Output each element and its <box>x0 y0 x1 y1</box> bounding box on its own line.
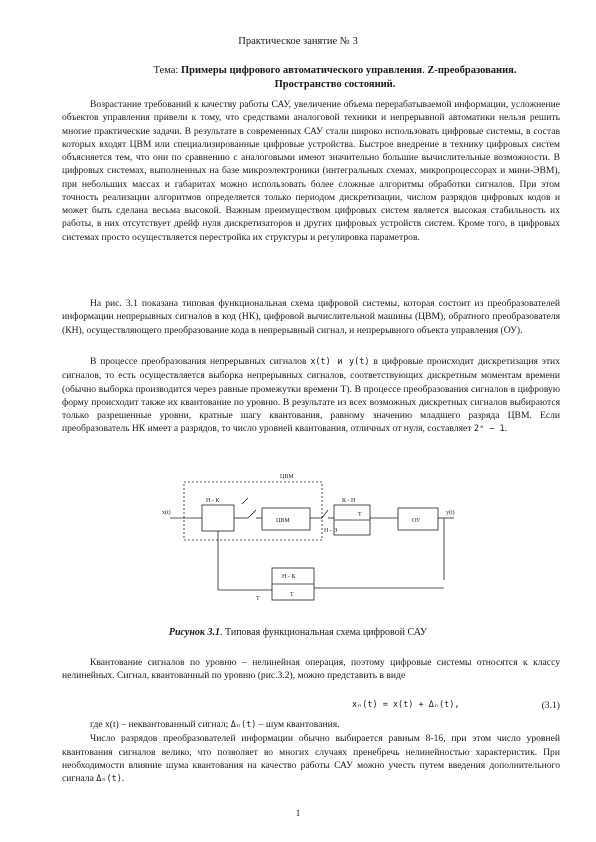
inline-math: 2ᵃ − 1 <box>473 424 505 435</box>
topic-prefix: Тема: <box>153 65 179 76</box>
topic-title-line2: Пространство состояний. <box>274 79 396 90</box>
diagram-label-y: y(t) <box>446 510 455 516</box>
diagram-label-kn-mid: Т <box>358 512 362 518</box>
diagram-label-x: x(t) <box>162 510 171 516</box>
paragraph-text: Возрастание требований к качеству работы САУ, увеличение объема перерабатываемой информации, усложнение объектов управления привели к тому, что средствами аналоговой техники и непрерывной автоматики нельзя решить многие практические задачи. В результате в современных САУ стали широко использовать цифровые системы, в состав которых входят ЦВМ или специализированные цифровые устройства. Быстрое внедрение в технику цифровых систем объясняется тем, что они по сравнению с аналоговыми имеют значительно большие вычислительные возможности. В цифровых системах, выполненных на базе микроэлектроники (интегральных схемах, микропроцессорах и мини-ЭВМ), при небольших массах и габаритах можно использовать более сложные алгоритмы обработки сигналов. При этом точность реализации алгоритмов определяется только периодом дискретизации, числом разрядов цифровых кодов и может быть сделана весьма высокой. Важным преимуществом цифровых систем является высокая стабильность их работы, в них отсутствует дрейф нуля дискретизаторов и других цифровых устройств систем. Кроме того, в цифровых системах просто осуществляется перестройка их структуры и регулировка параметров. <box>62 99 560 243</box>
page-header: Практическое занятие № 3 <box>238 36 358 47</box>
diagram-label-fb-left: T <box>256 596 260 602</box>
page-number: 1 <box>295 808 301 818</box>
diagram-label-top: ЦВМ <box>280 474 294 480</box>
text-run: – шум квантования. <box>258 719 340 730</box>
text-run: в цифровые происходит дискретизация этих сигналов, то есть осуществляется выборка непрерывных сигналов, соответствующих дискретным моментам времени (обычно выборка производится через равные промежутки времени T). В процессе преобразования сигналов в цифровую форму происходит также их квантование по уровню. В результате из всех возможных дискретных сигналов выбираются только разрешенные уровни, кратные шагу квантования, равному значению младшего разряда ЦВМ. Если преобразователь НК имеет a разрядов, то число уровней квантования, отличных от нуля, составляет <box>62 356 560 435</box>
diagram-label-nk: Н - К <box>206 498 220 504</box>
diagram-label-kn-top: К - Н <box>342 498 356 504</box>
text-run: В процессе преобразования непрерывных сигналов <box>90 356 307 367</box>
paragraph-text <box>62 355 560 437</box>
inline-math: x(t) и y(t) <box>310 357 370 367</box>
inline-math: Δₙ(t) <box>96 774 122 784</box>
topic-dot: . <box>422 65 425 76</box>
inline-math: Δₙ(t) <box>230 720 257 730</box>
figure-caption <box>0 627 596 638</box>
equation-formula: xₙ(t) = x(t) + Δₙ(t), <box>352 700 460 710</box>
paragraph-figure-ref <box>62 297 560 337</box>
topic-title-part1: Примеры цифрового автоматического управления <box>180 65 423 76</box>
diagram-label-cvm: ЦВМ <box>276 518 290 524</box>
paragraph-intro <box>62 98 560 244</box>
caption-label: Рисунок 3.1 <box>168 627 220 638</box>
functional-diagram <box>162 470 462 625</box>
nk-block <box>202 505 234 531</box>
text-run: где x(t) – неквантованный сигнал; <box>90 719 229 730</box>
equation-3-1 <box>62 700 560 714</box>
topic-title-part2: Z-преобразования. <box>427 65 517 76</box>
text-run: . <box>504 423 508 435</box>
equation-number: (3.1) <box>541 700 560 711</box>
paragraph-text <box>62 718 560 732</box>
paragraph-text: Квантование сигналов по уровню – нелинейная операция, поэтому цифровые системы относятся к классу нелинейных. Сигнал, квантованный по уровню (рис.3.2), можно представить в виде <box>62 657 560 682</box>
paragraph-quantization <box>62 656 560 683</box>
diagram-label-kn-bot: Н - Э <box>324 528 338 534</box>
paragraph-sampling <box>62 355 560 437</box>
paragraph-noise <box>62 718 560 786</box>
caption-text: . Типовая функциональная схема цифровой САУ <box>219 627 428 638</box>
topic-heading <box>120 64 550 92</box>
diagram-label-ou: ОУ <box>412 518 421 524</box>
paragraph-text: На рис. 3.1 показана типовая функциональная схема цифровой системы, которая состоит из преобразователей информации непрерывных сигналов в код (НК), цифровой вычислительной машины (ЦВМ), обратного преобразователя (КН), осуществляющего преобразование кода в непрерывный сигнал, и непрерывного объекта управления (ОУ). <box>62 298 560 336</box>
text-run: . <box>121 773 125 784</box>
paragraph-text <box>62 732 560 786</box>
text-run: Число разрядов преобразователей информации обычно выбирается равным 8-16, при этом число уровней квантования сигналов велико, что позволяет во многих случаях пренебречь нелинейностью характеристик. При необходимости влияние шума квантования на качество работы САУ можно учесть путем введения дополнительного сигнала <box>62 733 560 784</box>
diagram-label-fb-top: Н - К <box>282 574 296 580</box>
diagram-label-fb-mid: T <box>290 592 294 598</box>
